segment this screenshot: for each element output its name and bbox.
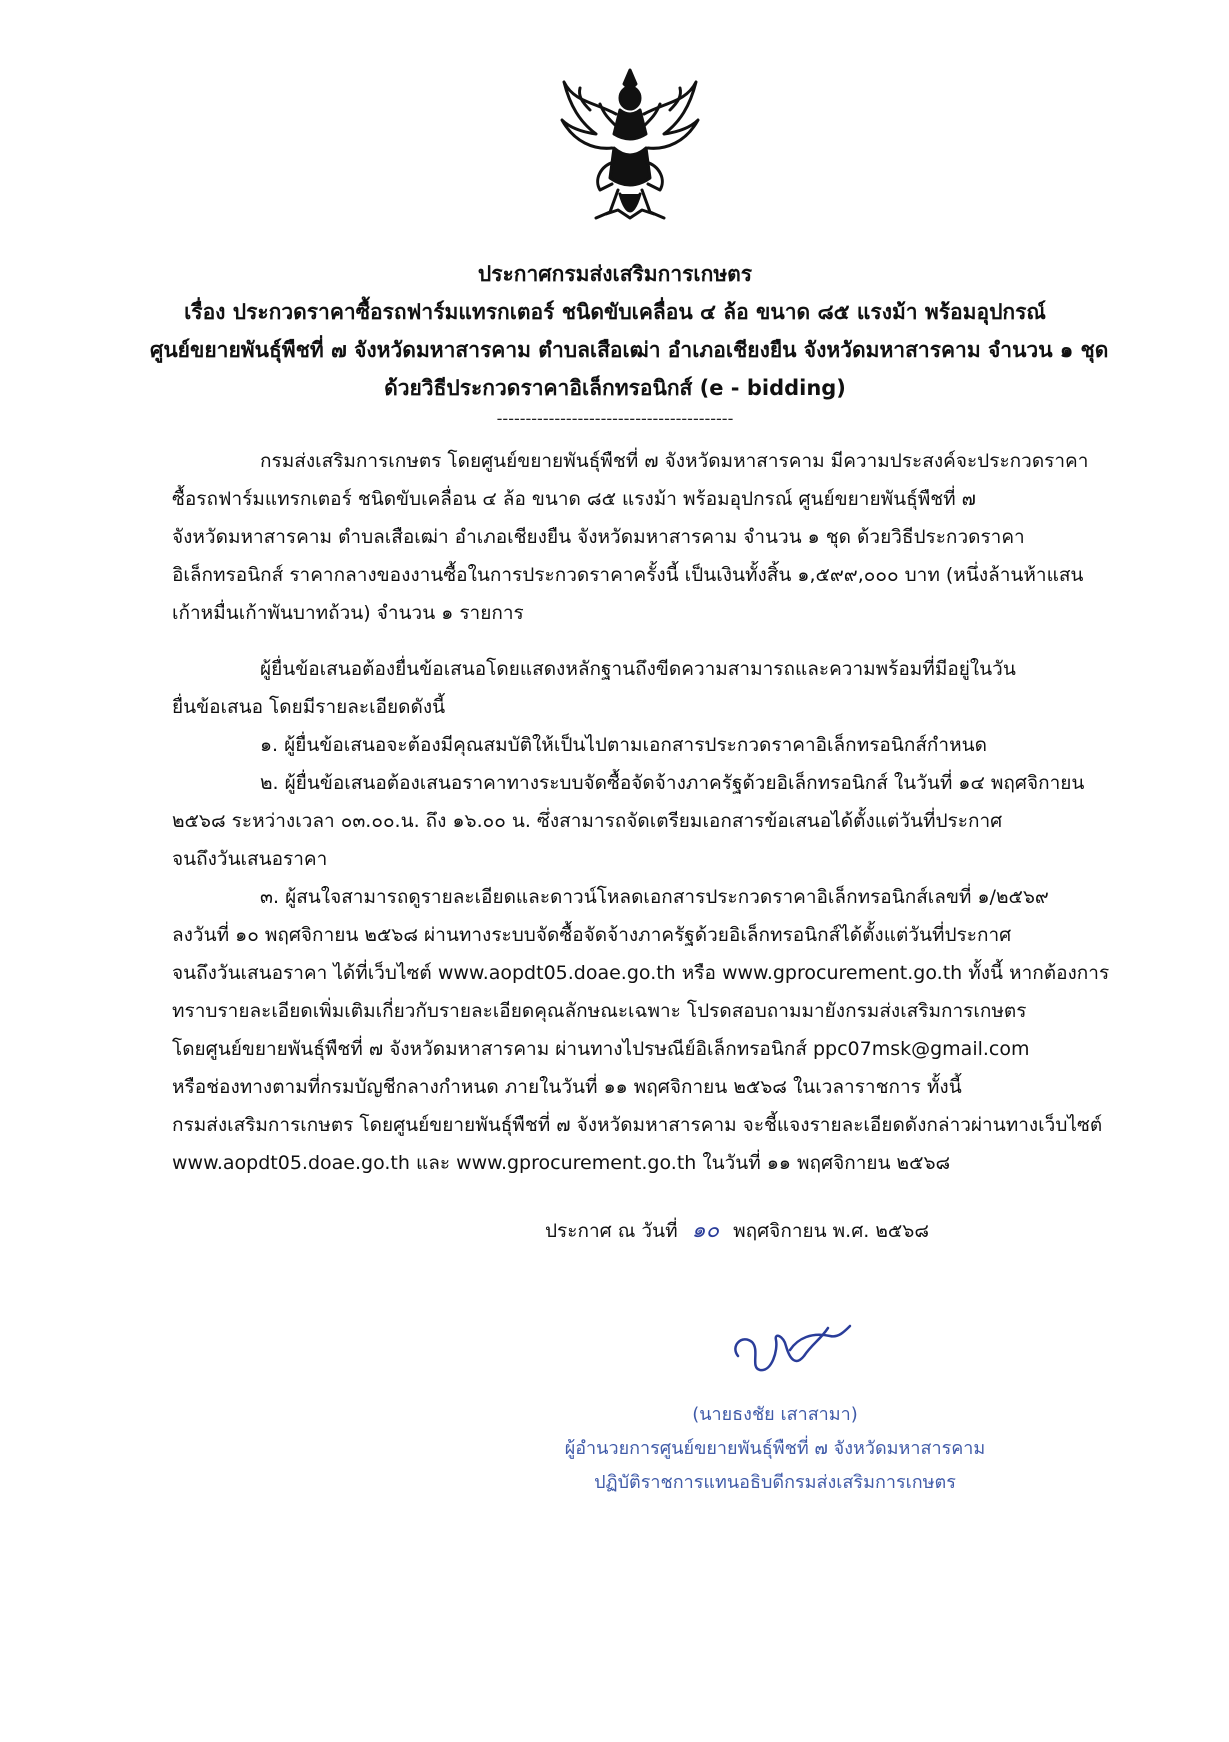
announcement-header: [150, 255, 1109, 429]
date-suffix: พฤศจิกายน พ.ศ. ๒๕๖๘: [733, 1220, 929, 1242]
header-line-1: ประกาศกรมส่งเสริมการเกษตร: [477, 262, 753, 286]
list-item-2: ๒. ผู้ยื่นข้อเสนอต้องเสนอราคาทางระบบจัดซื้อจัดจ้างภาครัฐด้วยอิเล็กทรอนิกส์ ในวันที่ ๑๔ พฤศจิกายน: [260, 772, 1085, 794]
text-line: กรมส่งเสริมการเกษตร โดยศูนย์ขยายพันธุ์พืชที่ ๗ จังหวัดมหาสารคาม จะชี้แจงรายละเอียดดังกล่าวผ่านทางเว็บไซต์: [172, 1114, 1103, 1136]
paragraph-purpose: [172, 442, 1120, 632]
text-line: ผู้ยื่นข้อเสนอต้องยื่นข้อเสนอโดยแสดงหลักฐานถึงขีดความสามารถและความพร้อมที่มีอยู่ในวัน: [260, 658, 1016, 680]
text-line: จนถึงวันเสนอราคา ได้ที่เว็บไซต์ www.aopdt05.doae.go.th หรือ www.gprocurement.go.th ทั้งนี้ หากต้องการ: [172, 962, 1110, 984]
signatory-acting-for: ปฏิบัติราชการแทนอธิบดีกรมส่งเสริมการเกษตร: [594, 1472, 956, 1493]
text-line: เก้าหมื่นเก้าพันบาทถ้วน) จำนวน ๑ รายการ: [172, 602, 524, 624]
text-line: www.aopdt05.doae.go.th และ www.gprocurement.go.th ในวันที่ ๑๑ พฤศจิกายน ๒๕๖๘: [172, 1152, 951, 1174]
paragraph-requirements: [172, 650, 1120, 1182]
text-line: ยื่นข้อเสนอ โดยมีรายละเอียดดังนี้: [172, 696, 446, 718]
text-line: ๒๕๖๘ ระหว่างเวลา ๐๓.๐๐.น. ถึง ๑๖.๐๐ น. ซึ่งสามารถจัดเตรียมเอกสารข้อเสนอได้ตั้งแต่วันที่ประกาศ: [172, 810, 1003, 832]
announcement-body: [172, 442, 1120, 1182]
date-day: ๑๐: [691, 1218, 720, 1243]
handwritten-signature-icon: [720, 1310, 870, 1395]
date-prefix: ประกาศ ณ วันที่: [545, 1220, 678, 1242]
text-line: จนถึงวันเสนอราคา: [172, 848, 328, 870]
signatory-name: (นายธงชัย เสาสามา): [692, 1404, 858, 1425]
header-line-2: เรื่อง ประกวดราคาซื้อรถฟาร์มแทรกเตอร์ ชนิดขับเคลื่อน ๔ ล้อ ขนาด ๘๕ แรงม้า พร้อมอุปกรณ์: [184, 300, 1046, 324]
header-divider: -----------------------------------------: [496, 409, 734, 428]
list-item-3: ๓. ผู้สนใจสามารถดูรายละเอียดและดาวน์โหลดเอกสารประกวดราคาอิเล็กทรอนิกส์เลขที่ ๑/๒๕๖๙: [260, 886, 1049, 908]
signatory-block: [505, 1398, 1045, 1500]
text-line: ซื้อรถฟาร์มแทรกเตอร์ ชนิดขับเคลื่อน ๔ ล้อ ขนาด ๘๕ แรงม้า พร้อมอุปกรณ์ ศูนย์ขยายพันธุ์พืชที่ ๗: [172, 488, 976, 510]
signatory-position: ผู้อำนวยการศูนย์ขยายพันธุ์พืชที่ ๗ จังหวัดมหาสารคาม: [564, 1438, 986, 1459]
garuda-emblem-icon: [560, 62, 700, 234]
list-item-1: ๑. ผู้ยื่นข้อเสนอจะต้องมีคุณสมบัติให้เป็นไปตามเอกสารประกวดราคาอิเล็กทรอนิกส์กำหนด: [260, 734, 987, 756]
header-line-4: ด้วยวิธีประกวดราคาอิเล็กทรอนิกส์ (e - bidding): [384, 376, 846, 400]
text-line: โดยศูนย์ขยายพันธุ์พืชที่ ๗ จังหวัดมหาสารคาม ผ่านทางไปรษณีย์อิเล็กทรอนิกส์ ppc07msk@gmail.com: [172, 1038, 1030, 1060]
text-line: จังหวัดมหาสารคาม ตำบลเสือเฒ่า อำเภอเชียงยืน จังหวัดมหาสารคาม จำนวน ๑ ชุด ด้วยวิธีประกวดราคา: [172, 526, 1025, 548]
text-line: ลงวันที่ ๑๐ พฤศจิกายน ๒๕๖๘ ผ่านทางระบบจัดซื้อจัดจ้างภาครัฐด้วยอิเล็กทรอนิกส์ได้ตั้งแต่วันที่ประกาศ: [172, 924, 1012, 946]
text-line: หรือช่องทางตามที่กรมบัญชีกลางกำหนด ภายในวันที่ ๑๑ พฤศจิกายน ๒๕๖๘ ในเวลาราชการ ทั้งนี้: [172, 1076, 962, 1098]
text-line: ทราบรายละเอียดเพิ่มเติมเกี่ยวกับรายละเอียดคุณลักษณะเฉพาะ โปรดสอบถามมายังกรมส่งเสริมการเกษตร: [172, 1000, 1027, 1022]
text-line: อิเล็กทรอนิกส์ ราคากลางของงานซื้อในการประกวดราคาครั้งนี้ เป็นเงินทั้งสิ้น ๑,๕๙๙,๐๐๐ บาท (หนึ่งล้านห้าแสน: [172, 564, 1084, 586]
text-line: กรมส่งเสริมการเกษตร โดยศูนย์ขยายพันธุ์พืชที่ ๗ จังหวัดมหาสารคาม มีความประสงค์จะประกวดราคา: [260, 450, 1089, 472]
header-line-3: ศูนย์ขยายพันธุ์พืชที่ ๗ จังหวัดมหาสารคาม ตำบลเสือเฒ่า อำเภอเชียงยืน จังหวัดมหาสารคาม จำนวน ๑ ชุด: [150, 338, 1109, 362]
announcement-date: [545, 1212, 929, 1247]
